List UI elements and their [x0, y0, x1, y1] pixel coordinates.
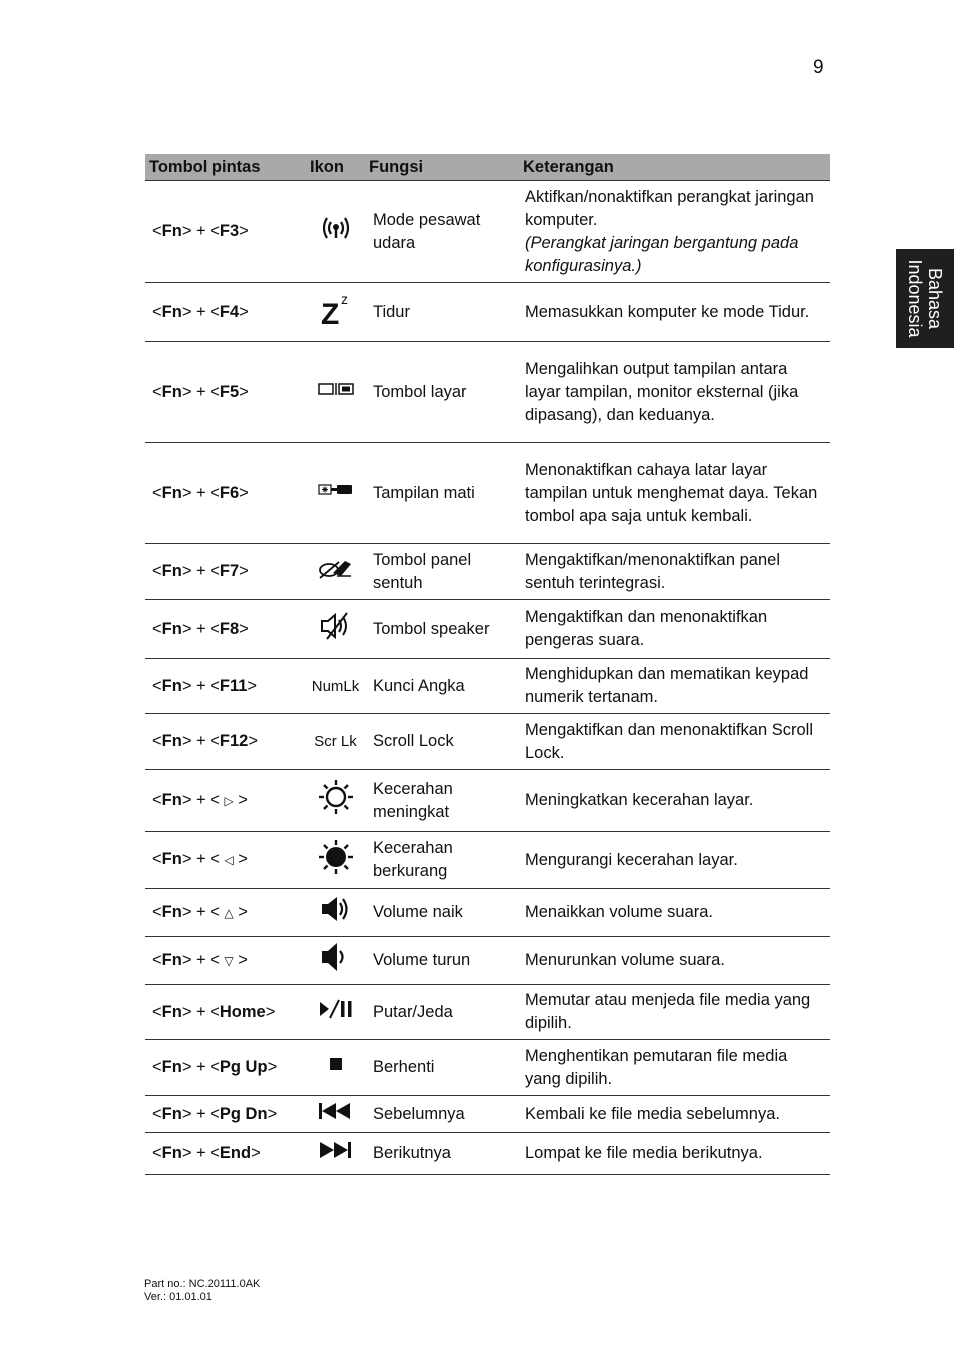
display-off-icon [317, 482, 355, 498]
speaker-mute-icon [319, 611, 353, 641]
next-icon [316, 1140, 356, 1160]
icon-cell [306, 600, 365, 659]
table-row [145, 1133, 830, 1175]
description-cell [519, 889, 830, 937]
row-description: Menghentikan pemutaran file media yang dipilih. [525, 1046, 788, 1088]
hotkey-cell: <Fn> + <F11> [145, 659, 306, 714]
row-description: Meningkatkan kecerahan layar. [525, 791, 754, 809]
row-description: Menaikkan volume suara. [525, 903, 714, 921]
row-note: (Perangkat jaringan bergantung pada konfigurasinya.) [525, 233, 799, 275]
hotkey-cell: <Fn> + <End> [145, 1133, 306, 1175]
play-pause-icon [317, 997, 355, 1021]
row-description: Menonaktifkan cahaya latar layar tampilan untuk menghemat daya. Tekan tombol apa saja untuk kembali. [525, 460, 818, 525]
icon-cell [306, 659, 365, 714]
row-description: Memasukkan komputer ke mode Tidur. [525, 302, 810, 321]
table-row [145, 181, 830, 283]
icon-cell [306, 832, 365, 889]
icon-cell [306, 342, 365, 443]
description-cell [519, 1133, 830, 1175]
volume-up-icon [319, 893, 353, 925]
touchpad-toggle-icon [317, 555, 355, 581]
language-tab-line1: Bahasa [925, 267, 945, 330]
description-cell [519, 937, 830, 985]
icon-cell [306, 1133, 365, 1175]
description-cell [519, 443, 830, 544]
description-cell [519, 1040, 830, 1096]
description-cell [519, 342, 830, 443]
table-header-row [145, 154, 830, 181]
part-number: Part no.: NC.20111.0AK [144, 1278, 261, 1290]
row-description: Lompat ke file media berikutnya. [525, 1144, 763, 1162]
table-row [145, 600, 830, 659]
volume-down-icon [319, 939, 353, 975]
icon-cell [306, 443, 365, 544]
row-description: Mengalihkan output tampilan antara layar tampilan, monitor eksternal (jika dipasang), dan keduanya. [525, 359, 799, 424]
hotkey-cell: <Fn> + <Pg Dn> [145, 1096, 306, 1133]
icon-cell [306, 770, 365, 832]
display-switch-icon [317, 381, 355, 397]
brightness-down-icon [317, 838, 355, 876]
description-cell [519, 985, 830, 1040]
key-label-icon: Scr Lk [314, 733, 357, 750]
table-row [145, 937, 830, 985]
hotkey-cell: <Fn> + <F3> [145, 181, 306, 283]
icon-cell [306, 937, 365, 985]
function-cell: Tampilan mati [365, 443, 519, 544]
table-row [145, 889, 830, 937]
row-description: Memutar atau menjeda file media yang dipilih. [525, 991, 811, 1032]
icon-cell [306, 1096, 365, 1133]
function-cell: Mode pesawat udara [365, 181, 519, 283]
stop-icon [328, 1056, 344, 1072]
description-cell [519, 659, 830, 714]
row-description: Mengaktifkan dan menonaktifkan Scroll Lock. [525, 720, 813, 762]
hotkey-cell: <Fn> + <F5> [145, 342, 306, 443]
description-cell [519, 181, 830, 283]
arrow-key-glyph: △ [224, 905, 234, 920]
table-row [145, 544, 830, 600]
description-cell [519, 714, 830, 770]
version: Ver.: 01.01.01 [144, 1291, 212, 1303]
hotkey-key: F8 [219, 619, 240, 638]
hotkey-key: Home [219, 1002, 266, 1021]
hotkey-cell: <Fn> + <F4> [145, 283, 306, 342]
key-label-icon: NumLk [311, 677, 360, 695]
hotkey-cell: <Fn> + <Pg Up> [145, 1040, 306, 1096]
table-row [145, 283, 830, 342]
svg-text:z: z [340, 290, 348, 307]
icon-cell [306, 283, 365, 342]
function-cell: Kecerahan berkurang [365, 832, 519, 889]
table-row [145, 1096, 830, 1133]
icon-cell [306, 181, 365, 283]
table-row [145, 342, 830, 443]
table-row [145, 443, 830, 544]
hotkey-key: F3 [219, 222, 240, 240]
hotkey-key: F5 [219, 382, 240, 401]
hotkey-key: Pg Up [219, 1058, 268, 1076]
icon-cell [306, 985, 365, 1040]
footer [144, 1278, 260, 1304]
function-cell: Volume naik [365, 889, 519, 937]
description-cell [519, 544, 830, 600]
function-cell: Putar/Jeda [365, 985, 519, 1040]
table-row [145, 1040, 830, 1096]
hotkey-cell: <Fn> + < ▷ > [145, 770, 306, 832]
row-description: Menghidupkan dan mematikan keypad numerik tertanam. [525, 665, 809, 706]
icon-cell [306, 714, 365, 770]
table-row [145, 985, 830, 1040]
header-description: Keterangan [519, 154, 830, 181]
hotkey-key: F7 [219, 562, 240, 580]
function-cell: Tombol speaker [365, 600, 519, 659]
function-cell: Kecerahan meningkat [365, 770, 519, 832]
table-row [145, 832, 830, 889]
svg-text:Z: Z [320, 297, 339, 328]
icon-cell [306, 889, 365, 937]
hotkey-cell: <Fn> + <F7> [145, 544, 306, 600]
row-description: Mengaktifkan dan menonaktifkan pengeras suara. [525, 608, 768, 649]
description-cell [519, 770, 830, 832]
hotkey-key: F12 [219, 732, 249, 750]
language-tab-line2: Indonesia [905, 259, 925, 338]
row-description: Mengaktifkan/menonaktifkan panel sentuh terintegrasi. [525, 550, 780, 592]
hotkey-cell: <Fn> + <Home> [145, 985, 306, 1040]
header-hotkey: Tombol pintas [145, 154, 306, 181]
header-icon: Ikon [306, 154, 365, 181]
hotkey-key: Pg Dn [219, 1104, 268, 1123]
arrow-key-glyph: ▽ [224, 953, 234, 968]
description-cell [519, 832, 830, 889]
function-cell: Berhenti [365, 1040, 519, 1096]
icon-cell [306, 1040, 365, 1096]
language-tab [896, 249, 954, 348]
page-number: 9 [813, 57, 824, 78]
hotkey-cell: <Fn> + < ◁ > [145, 832, 306, 889]
function-cell: Tombol layar [365, 342, 519, 443]
table-row [145, 659, 830, 714]
header-function: Fungsi [365, 154, 519, 181]
previous-icon [316, 1101, 356, 1121]
function-cell: Tidur [365, 283, 519, 342]
function-cell: Kunci Angka [365, 659, 519, 714]
arrow-key-glyph: ◁ [224, 853, 234, 867]
hotkey-cell: <Fn> + <F8> [145, 600, 306, 659]
icon-cell [306, 544, 365, 600]
arrow-key-glyph: ▷ [224, 793, 234, 808]
hotkey-cell: <Fn> + < △ > [145, 889, 306, 937]
description-cell [519, 600, 830, 659]
description-cell [519, 1096, 830, 1133]
hotkey-key: F11 [219, 676, 248, 695]
row-description: Mengurangi kecerahan layar. [525, 850, 738, 869]
table-row [145, 714, 830, 770]
function-cell: Sebelumnya [365, 1096, 519, 1133]
hotkey-cell: <Fn> + <F12> [145, 714, 306, 770]
hotkey-key: End [219, 1144, 252, 1162]
hotkey-table [145, 154, 830, 1175]
hotkey-cell: <Fn> + <F6> [145, 443, 306, 544]
function-cell: Berikutnya [365, 1133, 519, 1175]
brightness-up-icon [317, 778, 355, 816]
table-row [145, 770, 830, 832]
hotkey-key: F6 [219, 483, 240, 502]
description-cell [519, 283, 830, 342]
hotkey-cell: <Fn> + < ▽ > [145, 937, 306, 985]
row-description: Aktifkan/nonaktifkan perangkat jaringan komputer. [525, 187, 814, 229]
function-cell: Tombol panel sentuh [365, 544, 519, 600]
hotkey-key: F4 [219, 302, 240, 321]
sleep-icon [319, 290, 353, 328]
function-cell: Scroll Lock [365, 714, 519, 770]
function-cell: Volume turun [365, 937, 519, 985]
row-description: Menurunkan volume suara. [525, 951, 725, 969]
wireless-icon [318, 214, 354, 242]
row-description: Kembali ke file media sebelumnya. [525, 1104, 780, 1123]
